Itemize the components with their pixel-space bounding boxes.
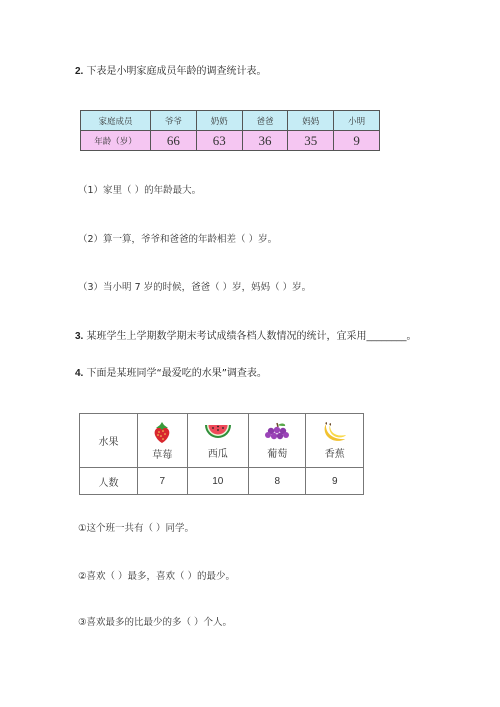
age-table-value-cell: 66 bbox=[151, 131, 197, 151]
question-3-text: 某班学生上学期数学期末考试成绩各档人数情况的统计，宜采用________。 bbox=[86, 331, 417, 342]
question-4-sub-1: ①这个班一共有（ ）同学。 bbox=[78, 523, 195, 534]
question-2-sub-2: （2）算一算，爷爷和爸爸的年龄相差（ ）岁。 bbox=[78, 234, 278, 245]
age-table-header-cell: 妈妈 bbox=[288, 111, 334, 131]
age-table-value-cell: 36 bbox=[242, 131, 288, 151]
fruit-count: 8 bbox=[249, 468, 306, 495]
fruit-cell-grapes bbox=[249, 414, 306, 468]
fruit-table bbox=[79, 413, 364, 495]
fruit-name: 西瓜 bbox=[207, 449, 228, 460]
age-table-header-cell: 爷爷 bbox=[151, 111, 197, 131]
question-2-number: 2. bbox=[75, 66, 84, 77]
fruit-count: 10 bbox=[187, 468, 248, 495]
fruit-name: 香蕉 bbox=[324, 449, 345, 460]
fruit-name: 草莓 bbox=[152, 450, 173, 461]
question-3-number: 3. bbox=[75, 331, 84, 342]
question-2-title bbox=[75, 62, 267, 77]
question-4-text: 下面是某班同学“最爱吃的水果”调查表。 bbox=[86, 368, 267, 379]
age-table-header-row bbox=[81, 111, 380, 131]
age-table-header-cell: 爸爸 bbox=[242, 111, 288, 131]
age-table-value-cell: 35 bbox=[288, 131, 334, 151]
age-table-header-cell: 奶奶 bbox=[196, 111, 242, 131]
age-table-value-cell: 63 bbox=[196, 131, 242, 151]
age-table-header-cell: 小明 bbox=[334, 111, 380, 131]
fruit-count: 7 bbox=[138, 468, 188, 495]
age-table bbox=[80, 110, 380, 151]
fruit-cell-banana bbox=[306, 414, 364, 468]
question-4-title bbox=[75, 364, 267, 379]
question-2-text: 下表是小明家庭成员年龄的调查统计表。 bbox=[86, 66, 267, 77]
fruit-table-count-row bbox=[80, 468, 364, 495]
question-2-sub-1: （1）家里（ ）的年龄最大。 bbox=[78, 185, 202, 196]
grapes-icon bbox=[263, 421, 291, 443]
fruit-count: 9 bbox=[306, 468, 364, 495]
banana-icon bbox=[321, 421, 349, 443]
fruit-cell-watermelon bbox=[187, 414, 248, 468]
fruit-table-row-label: 水果 bbox=[80, 414, 138, 468]
fruit-name: 葡萄 bbox=[267, 449, 288, 460]
fruit-table-row-label: 人数 bbox=[80, 468, 138, 495]
age-table-value-row bbox=[81, 131, 380, 151]
question-4-sub-2: ②喜欢（ ）最多，喜欢（ ）的最少。 bbox=[78, 571, 236, 582]
question-4-number: 4. bbox=[75, 368, 84, 379]
question-4-sub-3: ③喜欢最多的比最少的多（ ）个人。 bbox=[78, 617, 233, 628]
age-table-header-cell: 家庭成员 bbox=[81, 111, 151, 131]
age-table-row-label: 年龄（岁） bbox=[81, 131, 151, 151]
age-table-value-cell: 9 bbox=[334, 131, 380, 151]
fruit-cell-strawberry bbox=[138, 414, 188, 468]
strawberry-icon bbox=[150, 420, 174, 444]
watermelon-icon bbox=[203, 421, 233, 443]
question-3-title bbox=[75, 327, 417, 342]
question-2-sub-3: （3）当小明 7 岁的时候，爸爸（ ）岁，妈妈（ ）岁。 bbox=[78, 282, 312, 293]
fruit-table-fruit-row bbox=[80, 414, 364, 468]
